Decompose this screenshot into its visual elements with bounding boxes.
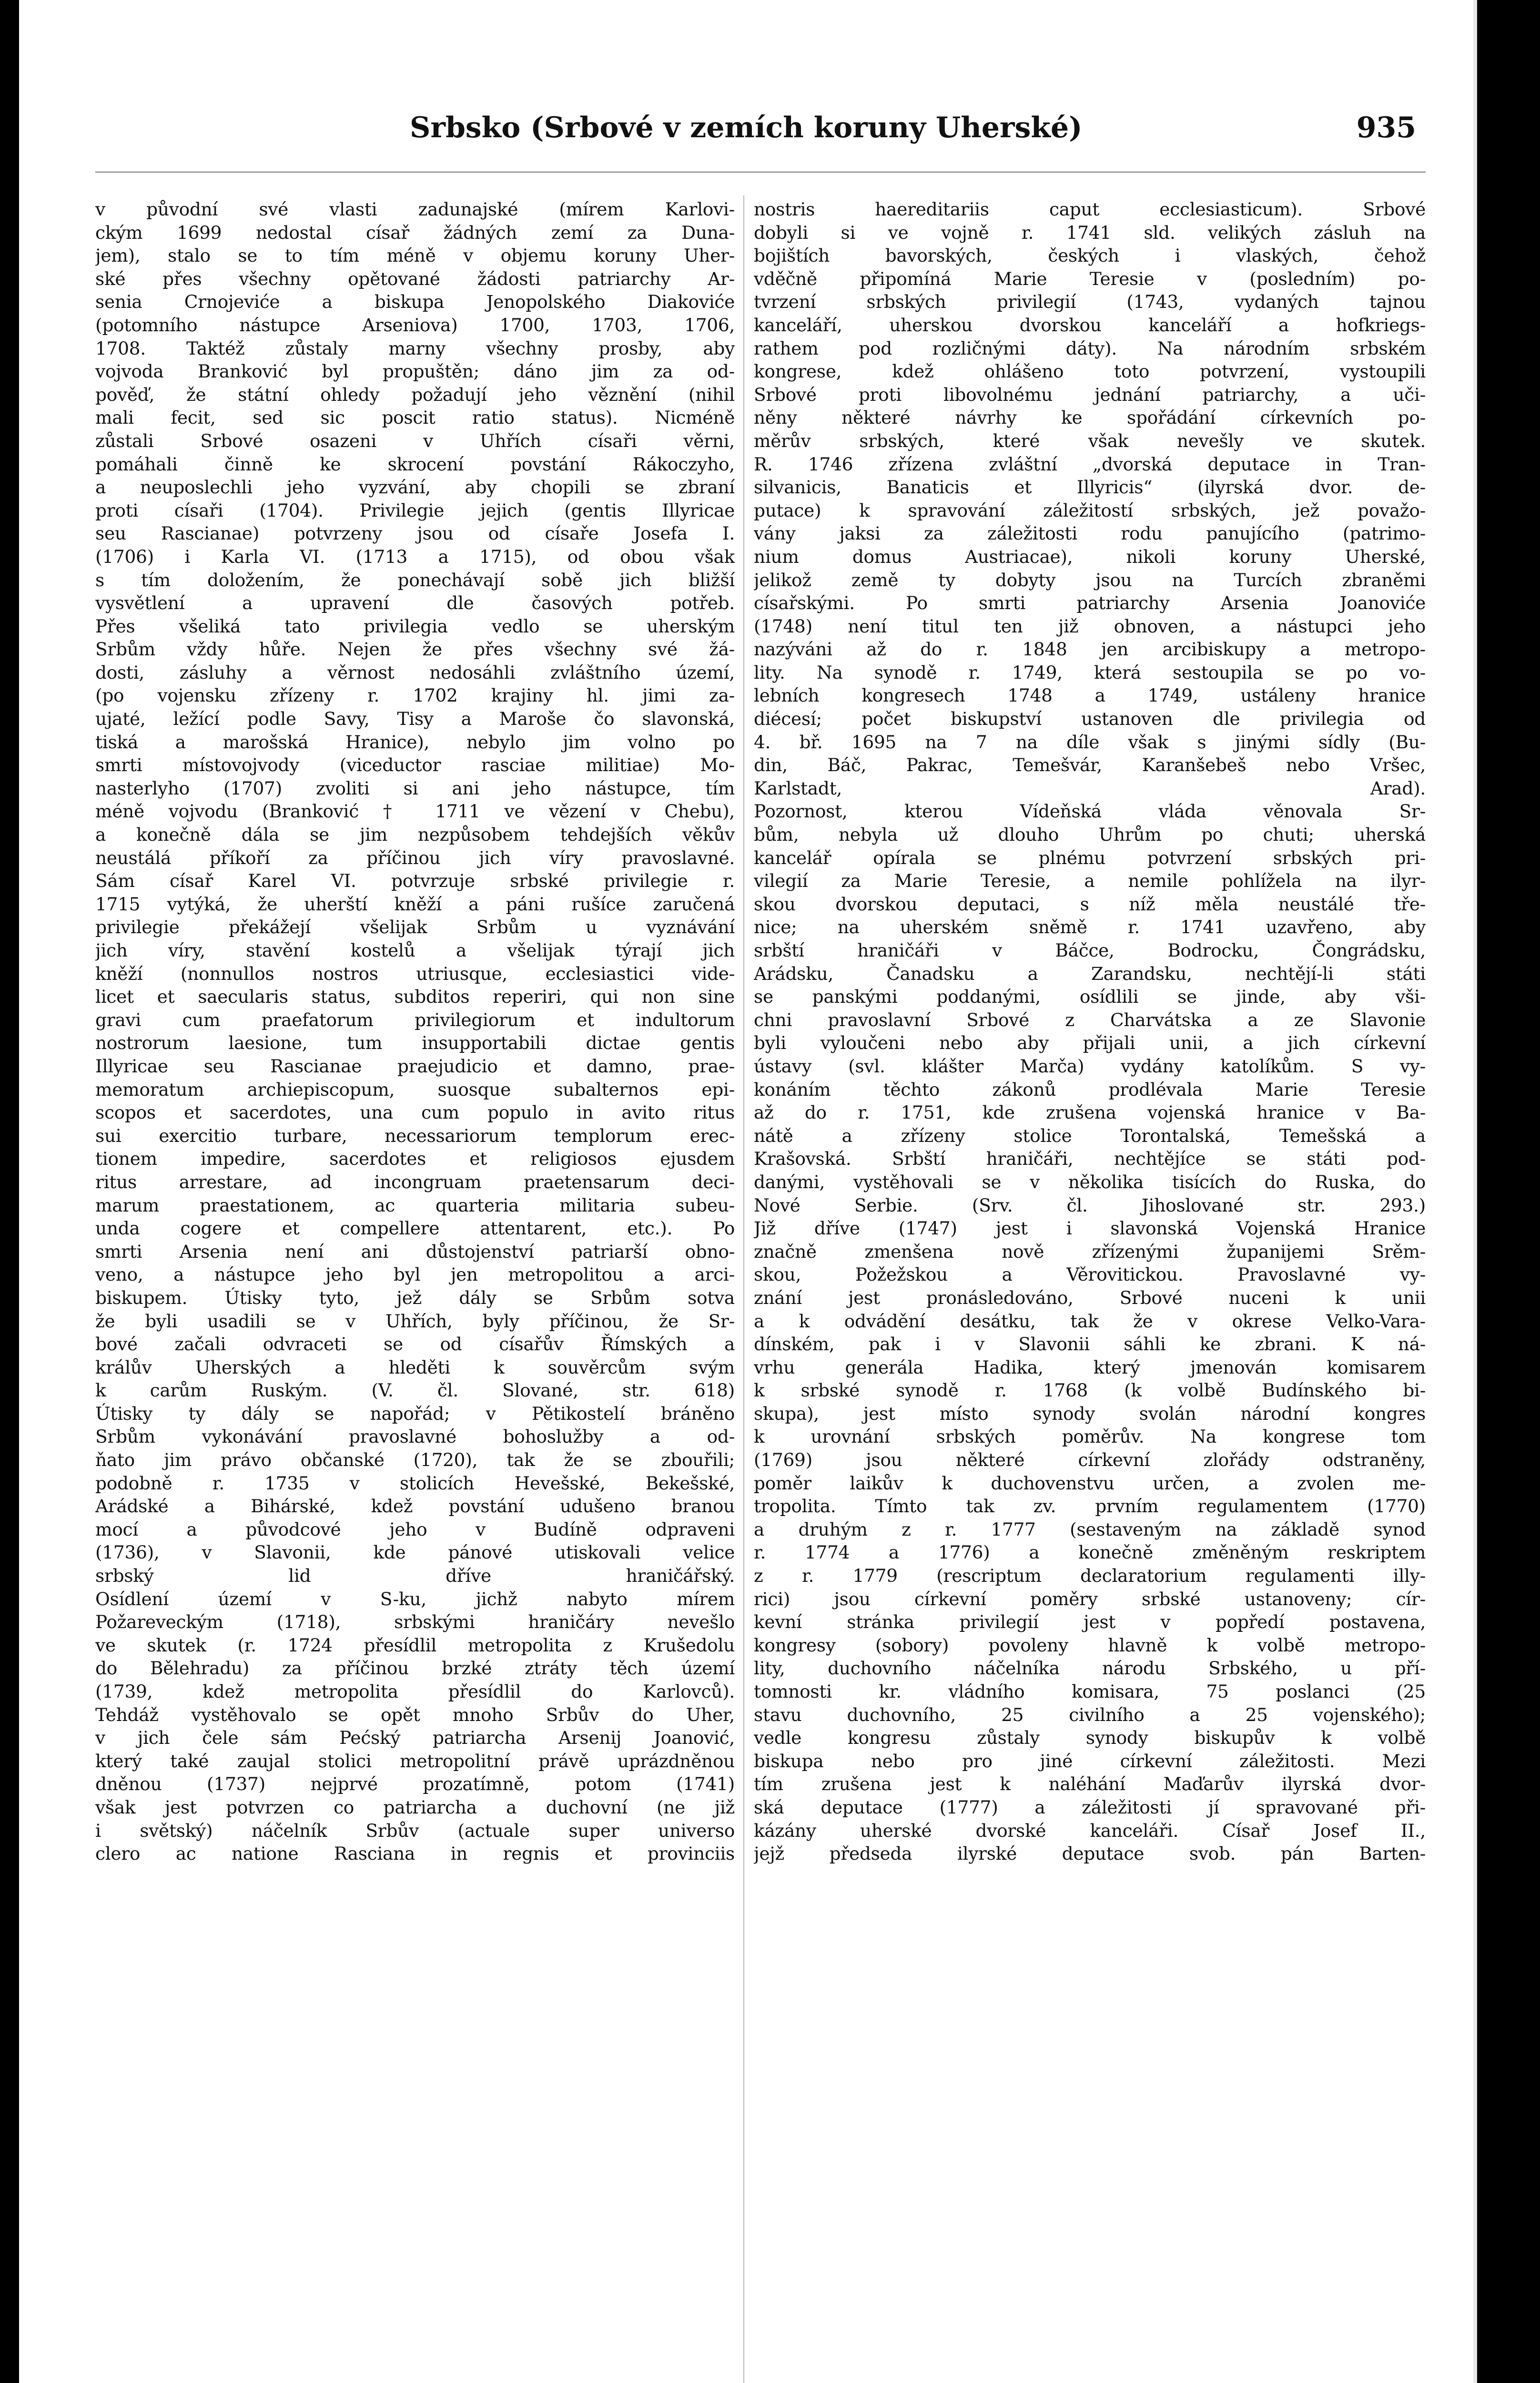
- text-line: memoratum archiepiscopum, suosque subalternos epi-: [95, 1079, 735, 1100]
- text-line: danými, vystěhovali se v několika tisících do Ruska, do: [754, 1171, 1426, 1192]
- text-line: kevní stránka privilegií jest v popředí postavena,: [754, 1611, 1426, 1633]
- text-line: lebních kongresech 1748 a 1749, ustáleny hranice: [754, 685, 1426, 706]
- text-line: Tehdáž vystěhovalo se opět mnoho Srbův do Uher,: [95, 1704, 735, 1725]
- text-line: ckým 1699 nedostal císař žádných zemí za Duna-: [95, 222, 735, 243]
- text-line: lity. Na synodě r. 1749, která sestoupila se po vo-: [754, 662, 1426, 683]
- text-line: seu Rascianae) potvrzeny jsou od císaře Josefa I.: [95, 523, 735, 544]
- text-line: clero ac natione Rasciana in regnis et provinciis: [95, 1843, 735, 1864]
- text-line: v jich čele sám Pećský patriarcha Arsenij Joanović,: [95, 1727, 735, 1749]
- text-line: veno, a nástupce jeho byl jen metropolitou a arci-: [95, 1264, 735, 1285]
- text-line: Osídlení území v S-ku, jichž nabyto mírem: [95, 1588, 735, 1609]
- left-text-column: [95, 198, 735, 1865]
- running-header-title: Srbsko (Srbové v zemích koruny Uherské): [410, 111, 1083, 144]
- text-line: králův Uherských a hleděti k souvěrcům svým: [95, 1356, 735, 1378]
- text-line: Srbové proti libovolnému jednání patriarchy, a uči-: [754, 384, 1426, 405]
- text-line: ritus arrestare, ad incongruam praetensarum deci-: [95, 1171, 735, 1192]
- text-line: Přes všeliká tato privilegia vedlo se uherským: [95, 615, 735, 637]
- text-line: biskupa nebo pro jiné církevní záležitosti. Mezi: [754, 1750, 1426, 1772]
- text-line: sui exercitio turbare, necessariorum templorum erec-: [95, 1125, 735, 1146]
- text-line: méně vojvodu (Branković † 1711 ve vězení v Chebu),: [95, 801, 735, 822]
- text-line: měrův srbských, které však nevešly ve skutek.: [754, 430, 1426, 451]
- text-line: vysvětlení a upravení dle časových potřeb.: [95, 592, 735, 614]
- text-line: tomnosti kr. vládního komisara, 75 poslanci (25: [754, 1681, 1426, 1702]
- text-line: tiská a marošská Hranice), nebylo jim volno po: [95, 731, 735, 753]
- text-line: a konečně dála se jim nezpůsobem tehdejších věkův: [95, 824, 735, 845]
- text-line: Arádsku, Čanadsku a Zarandsku, nechtějí-li státi: [754, 963, 1426, 984]
- text-line: nostris haereditariis caput ecclesiasticum). Srbové: [754, 199, 1426, 220]
- text-line: vány jaksi za záležitosti rodu panujícího (patrimo-: [754, 523, 1426, 544]
- text-line: mocí a původcové jeho v Budíně odpraveni: [95, 1518, 735, 1540]
- text-line: (potomního nástupce Arseniova) 1700, 1703, 1706,: [95, 314, 735, 336]
- text-line: nátě a zřízeny stolice Torontalská, Temešská a: [754, 1125, 1426, 1146]
- page-edge-shadow: [1473, 0, 1477, 2383]
- text-line: 1715 vytýká, že uherští kněží a páni rušíce zaručená: [95, 893, 735, 915]
- text-line: (po vojensku zřízeny r. 1702 krajiny hl. jimi za-: [95, 685, 735, 706]
- text-line: ská deputace (1777) a záležitosti jí spravované při-: [754, 1796, 1426, 1818]
- text-line: smrti Arsenia není ani důstojenství patriarší obno-: [95, 1241, 735, 1262]
- text-line: Pozornost, kterou Vídeňská vláda věnovala Sr-: [754, 801, 1426, 822]
- text-line: a neuposlechli jeho vyzvání, aby chopili se zbraní: [95, 477, 735, 498]
- text-line: srbští hraničáři v Báčce, Bodrocku, Čongrádsku,: [754, 940, 1426, 961]
- page-number: 935: [1356, 111, 1416, 144]
- text-line: jem), stalo se to tím méně v objemu koruny Uher-: [95, 245, 735, 266]
- text-line: Srbům vykonávání pravoslavné bohoslužby a od-: [95, 1426, 735, 1447]
- text-line: proti císaři (1704). Privilegie jejich (gentis Illyricae: [95, 499, 735, 521]
- text-line: rathem pod rozličnými dáty). Na národním srbském: [754, 337, 1426, 359]
- scan-border-right: [1477, 0, 1540, 2383]
- text-line: Arádské a Bihárské, kdež povstání udušeno branou: [95, 1496, 735, 1517]
- text-line: Krašovská. Srbští hraničáři, nechtějíce se státi pod-: [754, 1148, 1426, 1170]
- text-line: unda cogere et compellere attentarent, etc.). Po: [95, 1218, 735, 1239]
- text-line: privilegie překážejí všelijak Srbům u vyznávání: [95, 917, 735, 938]
- text-line: nasterlyho (1707) zvoliti si ani jeho nástupce, tím: [95, 777, 735, 799]
- text-line: z r. 1779 (rescriptum declaratorium regulamenti illy-: [754, 1565, 1426, 1587]
- text-line: vedle kongresu zůstaly synody biskupův k volbě: [754, 1727, 1426, 1749]
- text-line: se panskými poddanými, osídlili se jinde, aby vši-: [754, 986, 1426, 1008]
- text-line: byli vyloučeni nebo aby přijali unii, a jich církevní: [754, 1032, 1426, 1054]
- text-line: až do r. 1751, kde zrušena vojenská hranice v Ba-: [754, 1102, 1426, 1123]
- text-line: nazýváni až do r. 1848 jen arcibiskupy a metropo-: [754, 639, 1426, 660]
- text-line: scopos et sacerdotes, una cum populo in avito ritus: [95, 1102, 735, 1123]
- text-line: ve skutek (r. 1724 přesídlil metropolita z Krušedolu: [95, 1634, 735, 1656]
- text-line: císařskými. Po smrti patriarchy Arsenia Joanoviće: [754, 592, 1426, 614]
- text-line: silvanicis, Banaticis et Illyricis“ (ilyrská dvor. de-: [754, 477, 1426, 498]
- text-line: tvrzení srbských privilegií (1743, vydaných tajnou: [754, 291, 1426, 313]
- text-line: pomáhali činně ke skrocení povstání Rákoczyho,: [95, 453, 735, 475]
- text-line: do Bělehradu) za příčinou brzké ztráty těch území: [95, 1658, 735, 1679]
- text-line: dobyli si ve vojně r. 1741 sld. velikých zásluh na: [754, 222, 1426, 243]
- text-line: (1748) není titul ten již obnoven, a nástupci jeho: [754, 615, 1426, 637]
- text-line: znání jest pronásledováno, Srbové nuceni k unii: [754, 1287, 1426, 1308]
- text-line: Útisky ty dály se napořád; v Pětikostelí bráněno: [95, 1403, 735, 1424]
- text-line: že byli usadili se v Uhřích, byly příčinou, že Sr-: [95, 1310, 735, 1332]
- text-line: rici) jsou církevní poměry srbské ustanoveny; cír-: [754, 1588, 1426, 1609]
- text-line: vděčně připomíná Marie Teresie v (posledním) po-: [754, 268, 1426, 289]
- text-line: jelikož země ty dobyty jsou na Turcích zbraněmi: [754, 569, 1426, 591]
- text-line: tropolita. Tímto tak zv. prvním regulamentem (1770): [754, 1496, 1426, 1517]
- text-line: ústavy (svl. klášter Marča) vydány katolíkům. S vy-: [754, 1055, 1426, 1077]
- text-line: jich víry, stavění kostelů a všelijak týrají jich: [95, 940, 735, 961]
- text-line: podobně r. 1735 v stolicích Hevešské, Bekešské,: [95, 1472, 735, 1494]
- text-line: něny některé návrhy ke spořádání církevních po-: [754, 407, 1426, 428]
- text-line: Srbům vždy hůře. Nejen že přes všechny své žá-: [95, 639, 735, 660]
- text-line: Již dříve (1747) jest i slavonská Vojenská Hranice: [754, 1218, 1426, 1239]
- text-line: k srbské synodě r. 1768 (k volbě Budínského bi-: [754, 1380, 1426, 1401]
- text-line: kanceláří, uherskou dvorskou kanceláří a hofkriegs-: [754, 314, 1426, 336]
- text-line: však jest potvrzen co patriarcha a duchovní (ne již: [95, 1796, 735, 1818]
- text-line: (1736), v Slavonii, kde pánové utiskovali velice: [95, 1542, 735, 1563]
- text-line: diécesí; počet biskupství ustanoven dle privilegia od: [754, 708, 1426, 730]
- text-line: (1739, kdež metropolita přesídlil do Karlovců).: [95, 1681, 735, 1702]
- text-line: dněnou (1737) nejprvé prozatímně, potom (1741): [95, 1773, 735, 1795]
- text-line: chni pravoslavní Srbové z Charvátska a ze Slavonie: [754, 1009, 1426, 1030]
- text-line: smrti místovojvody (viceductor rasciae militiae) Mo-: [95, 754, 735, 776]
- text-line: stavu duchovního, 25 civilního a 25 vojenského);: [754, 1704, 1426, 1725]
- text-line: lity, duchovního náčelníka národu Srbského, u pří-: [754, 1658, 1426, 1679]
- text-line: jejž předseda ilyrské deputace svob. pán Barten-: [754, 1843, 1426, 1864]
- text-line: biskupem. Útisky tyto, jež dály se Srbům sotva: [95, 1287, 735, 1308]
- text-line: ujaté, ležící podle Savy, Tisy a Maroše čo slavonská,: [95, 708, 735, 730]
- text-line: značně zmenšena nově zřízenými županijemi Srěm-: [754, 1241, 1426, 1262]
- text-line: k urovnání srbských poměrův. Na kongrese tom: [754, 1426, 1426, 1447]
- text-line: bojištích bavorských, českých i vlaských, čehož: [754, 245, 1426, 266]
- text-line: který také zaujal stolici metropolitní právě uprázdněnou: [95, 1750, 735, 1772]
- right-text-column: [754, 198, 1426, 1865]
- text-line: tím zrušena jest k naléhání Maďarův ilyrská dvor-: [754, 1773, 1426, 1795]
- text-line: vojvoda Branković byl propuštěn; dáno jim za od-: [95, 361, 735, 382]
- text-line: konáním těchto zákonů prodlévala Marie Teresie: [754, 1079, 1426, 1100]
- text-line: licet et saecularis status, subditos reperiri, qui non sine: [95, 986, 735, 1008]
- text-line: din, Báč, Pakrac, Temešvár, Karanšebeš nebo Vršec,: [754, 754, 1426, 776]
- text-line: 4. bř. 1695 na 7 na díle však s jinými sídly (Bu-: [754, 731, 1426, 753]
- text-line: i světský) náčelník Srbův (actuale super universo: [95, 1820, 735, 1841]
- text-line: skou dvorskou deputaci, s níž měla neustálé tře-: [754, 893, 1426, 915]
- column-divider: [743, 195, 744, 2383]
- text-line: marum praestationem, ac quarteria militaria subeu-: [95, 1194, 735, 1216]
- text-line: tionem impedire, sacerdotes et religiosos ejusdem: [95, 1148, 735, 1170]
- text-line: srbský lid dříve hraničářský.: [95, 1565, 735, 1587]
- text-line: a druhým z r. 1777 (sestaveným na základě synod: [754, 1518, 1426, 1540]
- text-line: nium domus Austriacae), nikoli koruny Uherské,: [754, 546, 1426, 567]
- text-line: dínském, pak i v Slavonii sáhli ke zbrani. K ná-: [754, 1334, 1426, 1355]
- text-line: mali fecit, sed sic poscit ratio status). Nicméně: [95, 407, 735, 428]
- text-line: (1706) i Karla VI. (1713 a 1715), od obou však: [95, 546, 735, 567]
- text-line: k carům Ruským. (V. čl. Slované, str. 618): [95, 1380, 735, 1401]
- text-line: gravi cum praefatorum privilegiorum et indultorum: [95, 1009, 735, 1030]
- text-line: vilegií za Marie Teresie, a nemile pohlížela na ilyr-: [754, 870, 1426, 892]
- text-line: zůstali Srbové osazeni v Uhřích císaři věrni,: [95, 430, 735, 451]
- header-rule: [95, 172, 1426, 173]
- text-line: pověď, že státní ohledy požadují jeho věznění (nihil: [95, 384, 735, 405]
- text-line: neustálá příkoří za příčinou jich víry pravoslavné.: [95, 847, 735, 868]
- text-line: Sám císař Karel VI. potvrzuje srbské privilegie r.: [95, 870, 735, 892]
- text-line: kněží (nonnullos nostros utriusque, ecclesiastici vide-: [95, 963, 735, 984]
- text-line: bům, nebyla už dlouho Uhrům po chuti; uherská: [754, 824, 1426, 845]
- text-line: bové začali odvraceti se od císařův Římských a: [95, 1334, 735, 1355]
- text-line: kancelář opírala se plnému potvrzení srbských pri-: [754, 847, 1426, 868]
- text-line: r. 1774 a 1776) a konečně změněným reskriptem: [754, 1542, 1426, 1563]
- text-line: vrhu generála Hadika, který jmenován komisarem: [754, 1356, 1426, 1378]
- text-line: R. 1746 zřízena zvláštní „dvorská deputace in Tran-: [754, 453, 1426, 475]
- text-line: Illyricae seu Rascianae praejudicio et damno, prae-: [95, 1055, 735, 1077]
- text-line: nostrorum laesione, tum insupportabili dictae gentis: [95, 1032, 735, 1054]
- text-line: s tím doložením, že ponechávají sobě jich bližší: [95, 569, 735, 591]
- scan-border-left: [0, 0, 19, 2383]
- text-line: putace) k spravování záležitostí srbských, jež považo-: [754, 499, 1426, 521]
- text-line: a k odvádění desátku, tak že v okrese Velko-Vara-: [754, 1310, 1426, 1332]
- text-line: Požareveckým (1718), srbskými hraničáry nevešlo: [95, 1611, 735, 1633]
- text-line: (1769) jsou některé církevní zlořády odstraněny,: [754, 1449, 1426, 1471]
- text-line: senia Crnojeviće a biskupa Jenopolského Diakoviće: [95, 291, 735, 313]
- text-line: Nové Serbie. (Srv. čl. Jihoslované str. 293.): [754, 1194, 1426, 1216]
- text-line: skou, Požežskou a Věrovitickou. Pravoslavné vy-: [754, 1264, 1426, 1285]
- text-line: nice; na uherském sněmě r. 1741 uzavřeno, aby: [754, 917, 1426, 938]
- text-line: kongrese, kdež ohlášeno toto potvrzení, vystoupili: [754, 361, 1426, 382]
- text-line: skupa), jest místo synody svolán národní kongres: [754, 1403, 1426, 1424]
- text-line: kongresy (sobory) povoleny hlavně k volbě metropo-: [754, 1634, 1426, 1656]
- text-line: ské přes všechny opětované žádosti patriarchy Ar-: [95, 268, 735, 289]
- text-line: dosti, zásluhy a věrnost nedosáhli zvláštního území,: [95, 662, 735, 683]
- text-line: ňato jim právo občanské (1720), tak že se zbouřili;: [95, 1449, 735, 1471]
- text-line: kázány uherské dvorské kanceláři. Císař Josef II.,: [754, 1820, 1426, 1841]
- text-line: Karlstadt, Arad).: [754, 777, 1426, 799]
- text-line: poměr laikův k duchovenstvu určen, a zvolen me-: [754, 1472, 1426, 1494]
- text-line: v původní své vlasti zadunajské (mírem Karlovi-: [95, 199, 735, 220]
- text-line: 1708. Taktéž zůstaly marny všechny prosby, aby: [95, 337, 735, 359]
